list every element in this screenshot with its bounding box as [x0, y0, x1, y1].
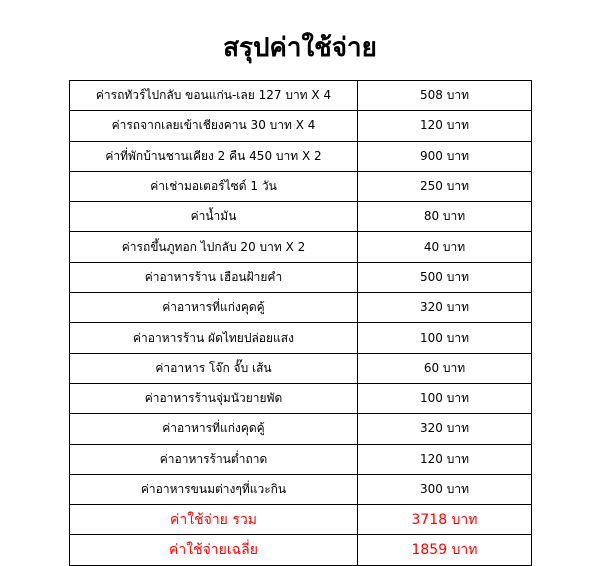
table-row: [70, 474, 532, 504]
expense-item: ค่าที่พักบ้านชานเคียง 2 คืน 450 บาท X 2: [70, 141, 358, 171]
table-row: [70, 171, 532, 201]
expense-item: ค่าเช่ามอเตอร์ไซด์ 1 วัน: [70, 171, 358, 201]
expense-item: ค่ารถจากเลยเข้าเชียงคาน 30 บาท X 4: [70, 111, 358, 141]
total-label: ค่าใช้จ่าย รวม: [70, 505, 358, 535]
average-label: ค่าใช้จ่ายเฉลี่ย: [70, 535, 358, 565]
expense-amount: 250 บาท: [358, 171, 532, 201]
expense-item: ค่าอาหารที่แก่งคุดคู้: [70, 293, 358, 323]
average-row: [70, 535, 532, 565]
expense-item: ค่าอาหารร้าน เฮือนฝ้ายคำ: [70, 262, 358, 292]
expense-amount: 900 บาท: [358, 141, 532, 171]
table-row: [70, 323, 532, 353]
expense-amount: 508 บาท: [358, 81, 532, 111]
table-row: [70, 81, 532, 111]
expense-item: ค่าอาหารร้านจุ่มนัวยายพัด: [70, 383, 358, 413]
expense-amount: 100 บาท: [358, 323, 532, 353]
table-row: [70, 141, 532, 171]
expense-amount: 320 บาท: [358, 293, 532, 323]
expense-item: ค่าอาหารขนมต่างๆที่แวะกิน: [70, 474, 358, 504]
expense-item: ค่ารถทัวร์ไปกลับ ขอนแก่น-เลย 127 บาท X 4: [70, 81, 358, 111]
table-row: [70, 383, 532, 413]
expense-amount: 100 บาท: [358, 383, 532, 413]
expense-item: ค่าอาหาร โจ๊ก จั๊บ เส้น: [70, 353, 358, 383]
expense-amount: 120 บาท: [358, 444, 532, 474]
average-amount: 1859 บาท: [358, 535, 532, 565]
page-title: สรุปค่าใช้จ่าย: [223, 33, 377, 63]
total-row: [70, 505, 532, 535]
expense-item: ค่าอาหารร้านต่ำถาด: [70, 444, 358, 474]
expense-table: [69, 80, 532, 566]
table-row: [70, 414, 532, 444]
expense-amount: 320 บาท: [358, 414, 532, 444]
expense-item: ค่ารถขึ้นภูทอก ไปกลับ 20 บาท X 2: [70, 232, 358, 262]
expense-amount: 80 บาท: [358, 202, 532, 232]
expense-amount: 500 บาท: [358, 262, 532, 292]
table-row: [70, 111, 532, 141]
expense-amount: 60 บาท: [358, 353, 532, 383]
table-row: [70, 353, 532, 383]
table-row: [70, 293, 532, 323]
expense-amount: 40 บาท: [358, 232, 532, 262]
total-amount: 3718 บาท: [358, 505, 532, 535]
expense-item: ค่าอาหารที่แก่งคุดคู้: [70, 414, 358, 444]
expense-item: ค่าอาหารร้าน ผัดไทยปล่อยแสง: [70, 323, 358, 353]
table-row: [70, 262, 532, 292]
expense-amount: 300 บาท: [358, 474, 532, 504]
expense-item: ค่าน้ำมัน: [70, 202, 358, 232]
expense-amount: 120 บาท: [358, 111, 532, 141]
table-row: [70, 202, 532, 232]
table-row: [70, 232, 532, 262]
table-row: [70, 444, 532, 474]
